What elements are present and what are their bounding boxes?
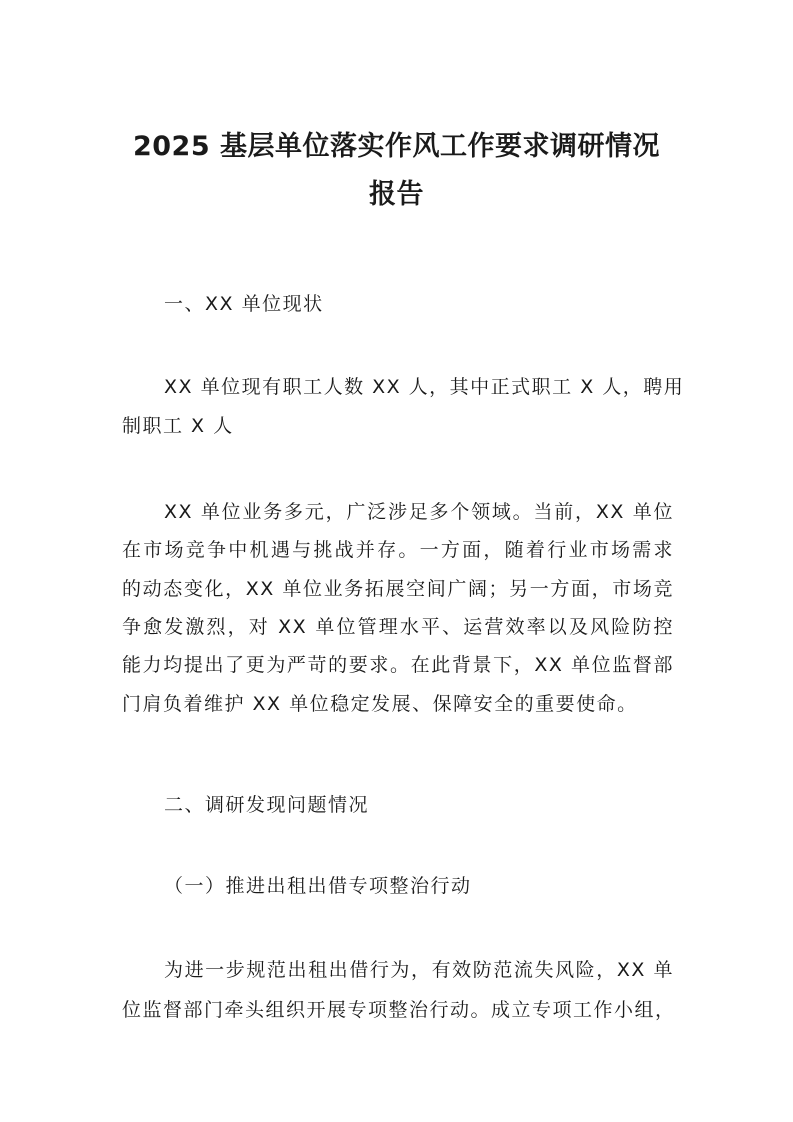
paragraph-2-line-2: 在市场竞争中机遇与挑战并存。一方面，随着行业市场需求 <box>122 539 674 561</box>
section-2-heading: 二、调研发现问题情况 <box>164 794 370 816</box>
paragraph-1-line-2: 制职工 X 人 <box>122 415 234 437</box>
subsection-1-heading: （一）推进出租出借专项整治行动 <box>164 875 472 897</box>
document-title-line-2: 报告 <box>369 179 424 210</box>
paragraph-1-line-1: XX 单位现有职工人数 XX 人，其中正式职工 X 人，聘用 <box>164 376 685 398</box>
paragraph-2-line-1: XX 单位业务多元，广泛涉足多个领域。当前，XX 单位 <box>164 501 674 523</box>
paragraph-3-line-2: 位监督部门牵头组织开展专项整治行动。成立专项工作小组， <box>122 999 676 1021</box>
paragraph-2-line-3: 的动态变化，XX 单位业务拓展空间广阔；另一方面，市场竞 <box>122 578 674 600</box>
paragraph-2-line-5: 能力均提出了更为严苛的要求。在此背景下，XX 单位监督部 <box>122 654 674 676</box>
paragraph-2-line-6: 门肩负着维护 XX 单位稳定发展、保障安全的重要使命。 <box>122 693 638 715</box>
paragraph-3-line-1: 为进一步规范出租出借行为，有效防范流失风险，XX 单 <box>164 959 674 981</box>
paragraph-2-line-4: 争愈发激烈，对 XX 单位管理水平、运营效率以及风险防控 <box>122 616 674 638</box>
document-title-line-1: 2025 基层单位落实作风工作要求调研情况 <box>132 131 661 162</box>
section-1-heading: 一、XX 单位现状 <box>164 293 324 315</box>
